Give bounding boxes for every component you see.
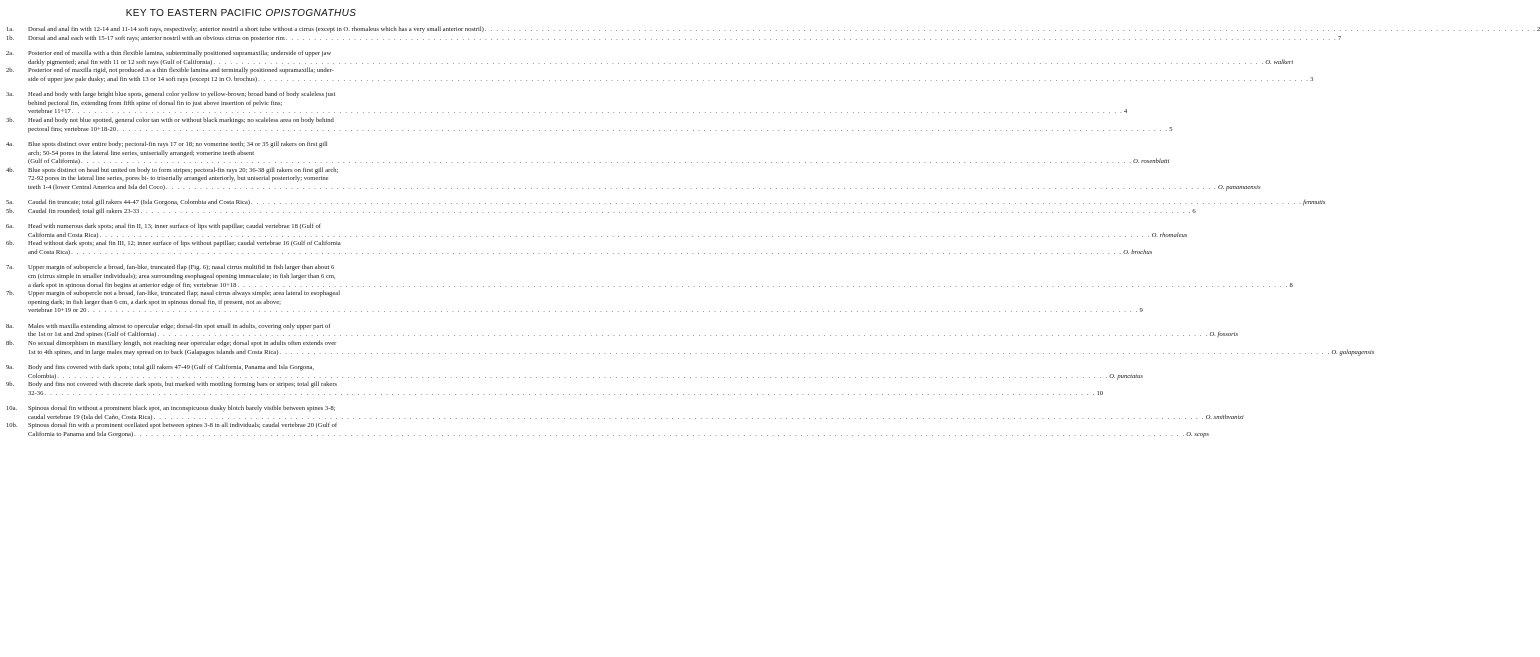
couplet-result: O. smithvanizi [1205, 413, 1244, 421]
couplet-result: 4 [1123, 108, 1128, 116]
couplet-group [4, 140, 1261, 193]
couplet-leader-line [28, 414, 1244, 423]
couplet-text [28, 364, 1143, 381]
couplet-number: 1b. [6, 34, 15, 42]
couplet-text [28, 422, 1209, 439]
couplet-result: O. panamaensis [1218, 183, 1261, 191]
couplet-text [28, 208, 1196, 217]
couplet-number: 6a. [6, 223, 14, 231]
couplet-number: 2a. [6, 49, 14, 57]
couplet-text [28, 340, 1374, 357]
couplet-leader-line [28, 158, 1169, 167]
couplet-line: Spinous dorsal fin with a prominent ocellated spot between spines 3-8 in all individuals; caudal vertebrae 20 (Gulf of [28, 422, 338, 430]
couplet-leader-line [28, 35, 1341, 44]
leader-dots [81, 158, 1132, 167]
couplet-line: California and Costa Rica) [28, 231, 99, 239]
couplet-number: 3a. [6, 91, 14, 99]
couplet-line: caudal vertebrae 19 (Isla del Caño, Costa Rica) [28, 413, 153, 421]
couplet [4, 240, 1153, 257]
couplet-line: the 1st or 1st and 2nd spines (Gulf of California) [28, 331, 157, 339]
couplet [4, 207, 1196, 217]
couplet-text [28, 405, 1244, 422]
couplet [4, 339, 1375, 357]
couplet-line: vertebrae 10+19 or 20 [28, 307, 87, 315]
couplet-line: Head with numerous dark spots; anal fin II, 13; inner surface of lips with papillae; caudal vertebrae 18 (Gulf of [28, 223, 321, 231]
couplet-group [4, 91, 1173, 134]
couplet-leader-line [28, 307, 1143, 316]
couplet-result: O. rhomaleus [1151, 231, 1188, 239]
couplet-line: Head without dark spots; anal fin III, 12; inner surface of lips without papillae; caudal vertebrae 16 (Gulf of California [28, 240, 341, 248]
couplet-text [28, 199, 1325, 208]
couplet [4, 91, 1128, 117]
couplet-line: 1st to 4th spines, and in large males may spread on to back (Galapagos islands and Costa Rica) [28, 348, 279, 356]
couplet-result: O. galapagensis [1331, 348, 1375, 356]
couplet-leader-line [28, 199, 1325, 208]
couplet-line: Blue spots distinct on head but united on body to form stripes; pectoral-fin rays 20; 36-38 gill rakers on first gill arch; [28, 166, 339, 174]
leader-dots [57, 373, 1108, 382]
couplet-result: 8 [1289, 281, 1293, 289]
couplet-leader-line [28, 26, 1540, 35]
couplet-line: Colombia) [28, 372, 57, 380]
couplet [4, 116, 1173, 134]
couplet-leader-line [28, 126, 1173, 135]
couplet-result: 10 [1096, 389, 1104, 397]
couplet-group [4, 363, 1143, 398]
couplet-number: 9a. [6, 363, 14, 371]
couplet-line: Blue spots distinct over entire body; pectoral-fin rays 17 or 18; no vomerine teeth; 34 or 35 gill rakers on first gill [28, 140, 328, 148]
couplet-leader-line [28, 349, 1374, 358]
couplet-text [28, 50, 1293, 67]
leader-dots [134, 431, 1185, 440]
leader-dots [87, 307, 1138, 316]
couplet-line: Caudal fin truncate; total gill rakers 44-47 (Isla Gorgona, Colombia and Costa Rica) [28, 199, 250, 207]
couplet-line: Head and body not blue spotted, general color tan with or without black markings; no scaleless area on body behind [28, 116, 334, 124]
leader-dots [117, 126, 1168, 135]
couplet-result: 7 [1337, 34, 1342, 42]
title-genus: OPISTOGNATHUS [265, 8, 357, 19]
leader-dots [258, 76, 1309, 85]
couplet-line: arch; 50-54 pores in the lateral line series, uniserially arranged; vomerine teeth absent [28, 149, 255, 157]
couplet-number: 5a. [6, 199, 14, 207]
couplet-text [28, 67, 1313, 84]
couplet-leader-line [28, 76, 1313, 85]
couplet-line: No sexual dimorphism in maxillary length, not reaching near opercular edge; dorsal spot in adults often extends over [28, 339, 337, 347]
couplet-line: Caudal fin rounded; total gill rakers 23-33 [28, 207, 140, 215]
couplet [4, 166, 1261, 193]
couplet-result: fenmutis [1303, 199, 1326, 207]
couplet-number: 9b. [6, 381, 15, 389]
couplet-text [28, 223, 1187, 240]
couplet-number: 8b. [6, 339, 15, 347]
couplet-line: 72-92 pores in the lateral line series, pores bi- to triserially arranged anteriorly, but uniserial posteriorly; vomerine [28, 175, 329, 183]
couplet-result: O. brochus [1123, 249, 1153, 257]
couplet-number: 7b. [6, 290, 15, 298]
couplet-text [28, 381, 1103, 398]
couplet [4, 264, 1293, 290]
couplet-line: and Costa Rica) [28, 249, 71, 257]
couplet-number: 6b. [6, 240, 15, 248]
couplet-text [28, 264, 1293, 290]
couplet [4, 223, 1188, 240]
leader-dots [140, 208, 1191, 217]
couplet-group [4, 26, 1540, 43]
couplet-text [28, 240, 1152, 257]
leader-dots [157, 331, 1208, 340]
couplet-group [4, 405, 1244, 439]
couplet [4, 322, 1239, 340]
couplet-line: Posterior end of maxilla rigid, not produced as a thin flexible lamina and terminally positioned supramaxilla; under- [28, 67, 334, 75]
couplet-text [28, 91, 1127, 117]
couplet-line: Spinous dorsal fin without a prominent black spot, an inconspicuous dusky blotch barely visible between spines 3-8; [28, 405, 336, 413]
couplet-number: 4b. [6, 166, 15, 174]
couplet-result: 6 [1192, 207, 1196, 215]
title-prefix: KEY TO EASTERN PACIFIC [125, 8, 266, 19]
couplet-text [28, 167, 1261, 193]
couplet-number: 1a. [6, 26, 14, 33]
couplet-result: O. punctatus [1109, 372, 1143, 380]
couplet-leader-line [28, 184, 1261, 193]
leader-dots [251, 199, 1302, 208]
couplet [4, 381, 1104, 398]
couplet [4, 49, 1294, 67]
couplet-line: vertebrae 11+17 [28, 108, 71, 116]
couplet-leader-line [28, 232, 1187, 241]
couplet-text [28, 323, 1238, 340]
couplet-result: O. fossoris [1209, 331, 1239, 339]
couplet-line: cm (cirrus simple in smaller individuals); area surrounding esophageal opening immaculate; in fish larger than 6 cm, [28, 273, 336, 281]
couplet-leader-line [28, 59, 1293, 68]
couplet-leader-line [28, 108, 1127, 117]
couplet-line: Posterior end of maxilla with a thin flexible lamina, subterminally positioned supramaxilla; underside of upper jaw [28, 49, 332, 57]
couplet-line: Upper margin of subopercle not a broad, fan-like, truncated flap; nasal cirrus always simple; area lateral to esophageal [28, 290, 341, 298]
couplet [4, 34, 1342, 44]
couplet-line: Head and body with large bright blue spots, general color yellow to yellow-brown; broad band of body scaleless just [28, 91, 336, 99]
couplet-group [4, 223, 1188, 257]
leader-dots [44, 390, 1095, 399]
couplet-group [4, 49, 1314, 84]
couplet-result: O. walkeri [1265, 58, 1294, 66]
leader-dots [213, 59, 1264, 68]
couplet-number: 2b. [6, 67, 15, 75]
couplet-result: O. rosenblatti [1133, 158, 1170, 166]
couplet-group [4, 199, 1326, 216]
couplet-line: Upper margin of subopercle a broad, fan-like, truncated flap (Fig. 6); nasal cirrus multifid in fish larger than about 6 [28, 264, 335, 272]
couplet-number: 8a. [6, 322, 14, 330]
leader-dots [286, 35, 1337, 44]
leader-dots [237, 282, 1288, 291]
couplet-line: pectoral fins; vertebrae 10+18-20 [28, 125, 117, 133]
couplet-leader-line [28, 431, 1209, 440]
couplet-leader-line [28, 331, 1238, 340]
identification-key [4, 26, 1540, 440]
leader-dots [279, 349, 1330, 358]
couplet-line: opening dark; in fish larger than 6 cm, a dark spot in spinous dorsal fin, if present, not as above; [28, 298, 281, 306]
couplet-leader-line [28, 249, 1152, 258]
page-title [4, 8, 478, 20]
couplet-line: 32-36 [28, 389, 44, 397]
couplet-text [28, 26, 1540, 35]
couplet [4, 67, 1314, 84]
couplet-number: 10a. [6, 405, 18, 413]
leader-dots [71, 249, 1122, 258]
couplet-text [28, 117, 1173, 134]
leader-dots [72, 108, 1123, 117]
couplet [4, 422, 1209, 439]
couplet-leader-line [28, 373, 1143, 382]
couplet-line: Body and fins not covered with discrete dark spots, but marked with mottling forming bars or stripes; total gill rakers [28, 381, 338, 389]
couplet-line: Body and fins covered with dark spots; total gill rakers 47-49 (Gulf of California, Panama and Isla Gorgona, [28, 363, 315, 371]
couplet-leader-line [28, 390, 1103, 399]
couplet-text [28, 290, 1143, 316]
couplet-text [28, 35, 1341, 44]
couplet-leader-line [28, 282, 1293, 291]
couplet-result: 2 [1536, 26, 1540, 33]
couplet-leader-line [28, 208, 1196, 217]
couplet-result: 9 [1139, 307, 1143, 315]
couplet-text [28, 141, 1169, 167]
leader-dots [154, 414, 1205, 423]
couplet-number: 3b. [6, 116, 15, 124]
couplet-line: California to Panama and Isla Gorgona) [28, 430, 134, 438]
couplet-number: 7a. [6, 264, 14, 272]
couplet-result: 3 [1310, 75, 1314, 83]
couplet [4, 140, 1170, 167]
couplet-result: O. scops [1186, 430, 1209, 438]
couplet-result: 5 [1169, 125, 1173, 133]
couplet-line: Males with maxilla extending almost to opercular edge; dorsal-fin spot small in adults, covering only upper part of [28, 322, 331, 330]
leader-dots [166, 184, 1217, 193]
couplet-line: Dorsal and anal fin with 12-14 and 11-14 soft rays, respectively; anterior nostril a short tube without a cirrus (except in O. rhomaleus which has a very small anterior nostril) [28, 26, 484, 33]
couplet [4, 26, 1540, 35]
couplet-number: 5b. [6, 207, 15, 215]
leader-dots [485, 26, 1536, 35]
couplet-line: side of upper jaw pale dusky; anal fin with 13 or 14 soft rays (except 12 in O. brochus) [28, 75, 258, 83]
couplet [4, 290, 1143, 316]
couplet-line: behind pectoral fin, extending from fifth spine of dorsal fin to just above insertion of pelvic fins; [28, 99, 283, 107]
couplet-number: 10b. [6, 422, 18, 430]
couplet-line: Dorsal and anal each with 15-17 soft rays; anterior nostril with an obvious cirrus on posterior rim [28, 34, 285, 42]
couplet [4, 199, 1326, 208]
couplet-group [4, 322, 1375, 357]
couplet-group [4, 264, 1293, 316]
couplet [4, 363, 1143, 381]
leader-dots [100, 232, 1151, 241]
couplet-line: a dark spot in spinous dorsal fin begins at anterior edge of fin; vertebrae 10+18 [28, 281, 237, 289]
couplet-line: (Gulf of California) [28, 158, 80, 166]
couplet [4, 405, 1244, 422]
couplet-line: teeth 1-4 (lower Central America and Isla del Coco) [28, 183, 165, 191]
couplet-line: darkly pigmented; anal fin with 11 or 12 soft rays (Gulf of California) [28, 58, 213, 66]
couplet-number: 4a. [6, 140, 14, 148]
